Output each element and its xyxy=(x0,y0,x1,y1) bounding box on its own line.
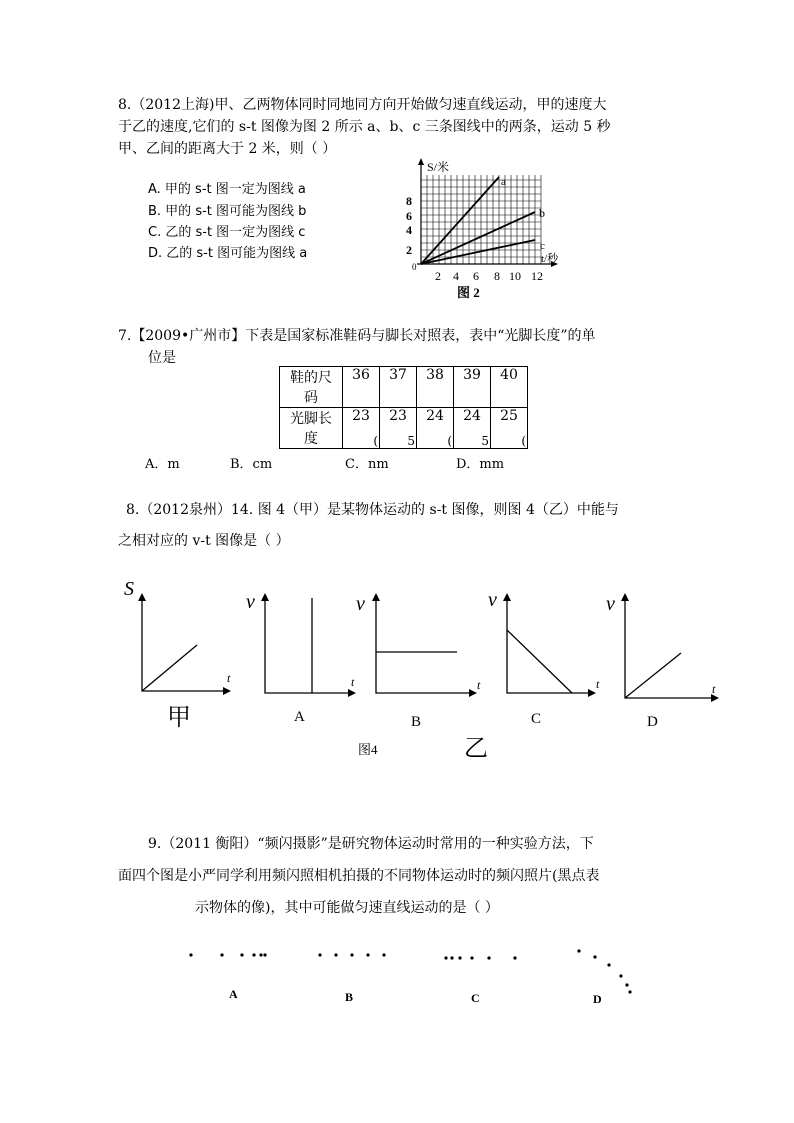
q3-line1: 8.（2012泉州）14. 图 4（甲）是某物体运动的 s-t 图像，则图 4（乙）中能与 xyxy=(126,502,619,518)
q2-option-a: A．m xyxy=(145,457,180,472)
q1-xlabel: t/秒 xyxy=(541,253,559,265)
q1-option-b: B. 甲的 s-t 图可能为图线 b xyxy=(148,204,307,219)
q4-strobe-photos xyxy=(175,940,645,1015)
c-t-label: t xyxy=(596,677,600,691)
strobe-a-dots xyxy=(189,953,266,956)
size-cell: 39 xyxy=(454,367,491,408)
c-v-label: v xyxy=(488,589,497,611)
q1-xtick-6: 6 xyxy=(473,269,479,283)
q1-ytick-6: 6 xyxy=(406,209,412,223)
q1-caption: 图 2 xyxy=(457,285,480,300)
q3-graphs xyxy=(115,575,735,770)
q1-label-c: c xyxy=(540,240,545,252)
length-header: 光脚长 度 xyxy=(280,408,343,449)
graph-a-letter: A xyxy=(294,709,305,725)
q1-xtick-12: 12 xyxy=(531,269,543,283)
length-cell: 24 5 xyxy=(454,408,491,449)
q2-option-c: C．nm xyxy=(345,457,389,472)
q1-ylabel: S/米 xyxy=(427,160,450,174)
strobe-c-letter: C xyxy=(471,991,480,1005)
size-cell: 37 xyxy=(380,367,417,408)
strobe-b-letter: B xyxy=(345,990,354,1004)
graph-c-letter: C xyxy=(531,711,542,727)
q2-option-b: B．cm xyxy=(230,457,273,472)
q1-ytick-8: 8 xyxy=(406,194,412,208)
graph-d-letter: D xyxy=(647,714,658,730)
jia-s-label: S xyxy=(124,578,134,600)
q1-xtick-10: 10 xyxy=(509,269,521,283)
graph-c-line xyxy=(507,630,572,693)
length-cell: 24 ( xyxy=(417,408,454,449)
jia-axes xyxy=(142,598,227,691)
table-row-length xyxy=(280,408,528,449)
q2-option-d: D．mm xyxy=(456,457,505,472)
a-t-label: t xyxy=(351,675,355,689)
size-cell: 38 xyxy=(417,367,454,408)
shoe-size-table xyxy=(279,366,528,449)
q1-xtick-8: 8 xyxy=(494,269,500,283)
q1-xtick-2: 2 xyxy=(435,269,441,283)
d-t-label: t xyxy=(712,682,716,696)
strobe-a-letter: A xyxy=(229,987,238,1001)
q1-ytick-4: 4 xyxy=(406,223,412,237)
strobe-b-dots xyxy=(318,953,385,956)
q1-line2: 于乙的速度,它们的 s-t 图像为图 2 所示 a、b、c 三条图线中的两条，运动 5 秒 xyxy=(118,119,611,135)
q1-origin: 0 xyxy=(412,262,417,272)
q1-line3: 甲、乙间的距离大于 2 米，则（ ） xyxy=(118,141,337,157)
q1-option-d: D. 乙的 s-t 图可能为图线 a xyxy=(148,246,308,261)
jia-label: 甲 xyxy=(167,705,191,731)
graph-d-line xyxy=(625,653,681,698)
size-cell: 40 xyxy=(491,367,528,408)
q1-label-a: a xyxy=(501,176,506,188)
length-cell: 23 ( xyxy=(343,408,380,449)
graph-a-axes xyxy=(265,598,352,693)
q3-line2: 之相对应的 v-t 图像是（ ） xyxy=(118,533,290,549)
strobe-d-letter: D xyxy=(593,992,602,1006)
yi-label: 乙 xyxy=(464,736,488,762)
q4-line3: 示物体的像)，其中可能做匀速直线运动的是（ ） xyxy=(195,900,499,916)
q1-st-graph xyxy=(395,155,570,305)
q2-line1: 7.【2009•广州市】下表是国家标准鞋码与脚长对照表，表中“光脚长度”的单 xyxy=(118,328,596,344)
d-v-label: v xyxy=(606,593,615,615)
table-row-size xyxy=(280,367,528,408)
strobe-d-dots xyxy=(577,949,631,993)
q1-line-b xyxy=(421,212,535,264)
q1-option-c: C. 乙的 s-t 图一定为图线 c xyxy=(148,225,306,240)
q1-xtick-4: 4 xyxy=(453,269,459,283)
q3-caption: 图4 xyxy=(358,742,378,757)
q4-line1: 9.（2011 衡阳）“频闪摄影”是研究物体运动时常用的一种实验方法，下 xyxy=(148,836,594,852)
q2-line2: 位是 xyxy=(148,350,176,366)
b-v-label: v xyxy=(356,593,365,615)
q4-line2: 面四个图是小严同学利用频闪照相机拍摄的不同物体运动时的频闪照片(黑点表 xyxy=(118,868,600,884)
graph-c-axes xyxy=(507,598,592,693)
a-v-label: v xyxy=(246,591,255,613)
b-t-label: t xyxy=(477,678,481,692)
jia-line xyxy=(142,645,197,691)
length-cell: 23 5 xyxy=(380,408,417,449)
q1-ytick-2: 2 xyxy=(406,243,412,257)
graph-d-axes xyxy=(625,598,715,698)
length-cell: 25 ( xyxy=(491,408,528,449)
graph-b-letter: B xyxy=(411,714,422,730)
size-header: 鞋的尺 码 xyxy=(280,367,343,408)
strobe-c-dots xyxy=(444,956,516,959)
q1-option-a: A. 甲的 s-t 图一定为图线 a xyxy=(148,182,306,197)
jia-t-label: t xyxy=(227,671,231,685)
q1-line1: 8.（2012上海)甲、乙两物体同时同地同方向开始做匀速直线运动，甲的速度大 xyxy=(118,97,607,113)
size-cell: 36 xyxy=(343,367,380,408)
q1-label-b: b xyxy=(539,206,545,220)
graph-b-axes xyxy=(376,598,473,693)
